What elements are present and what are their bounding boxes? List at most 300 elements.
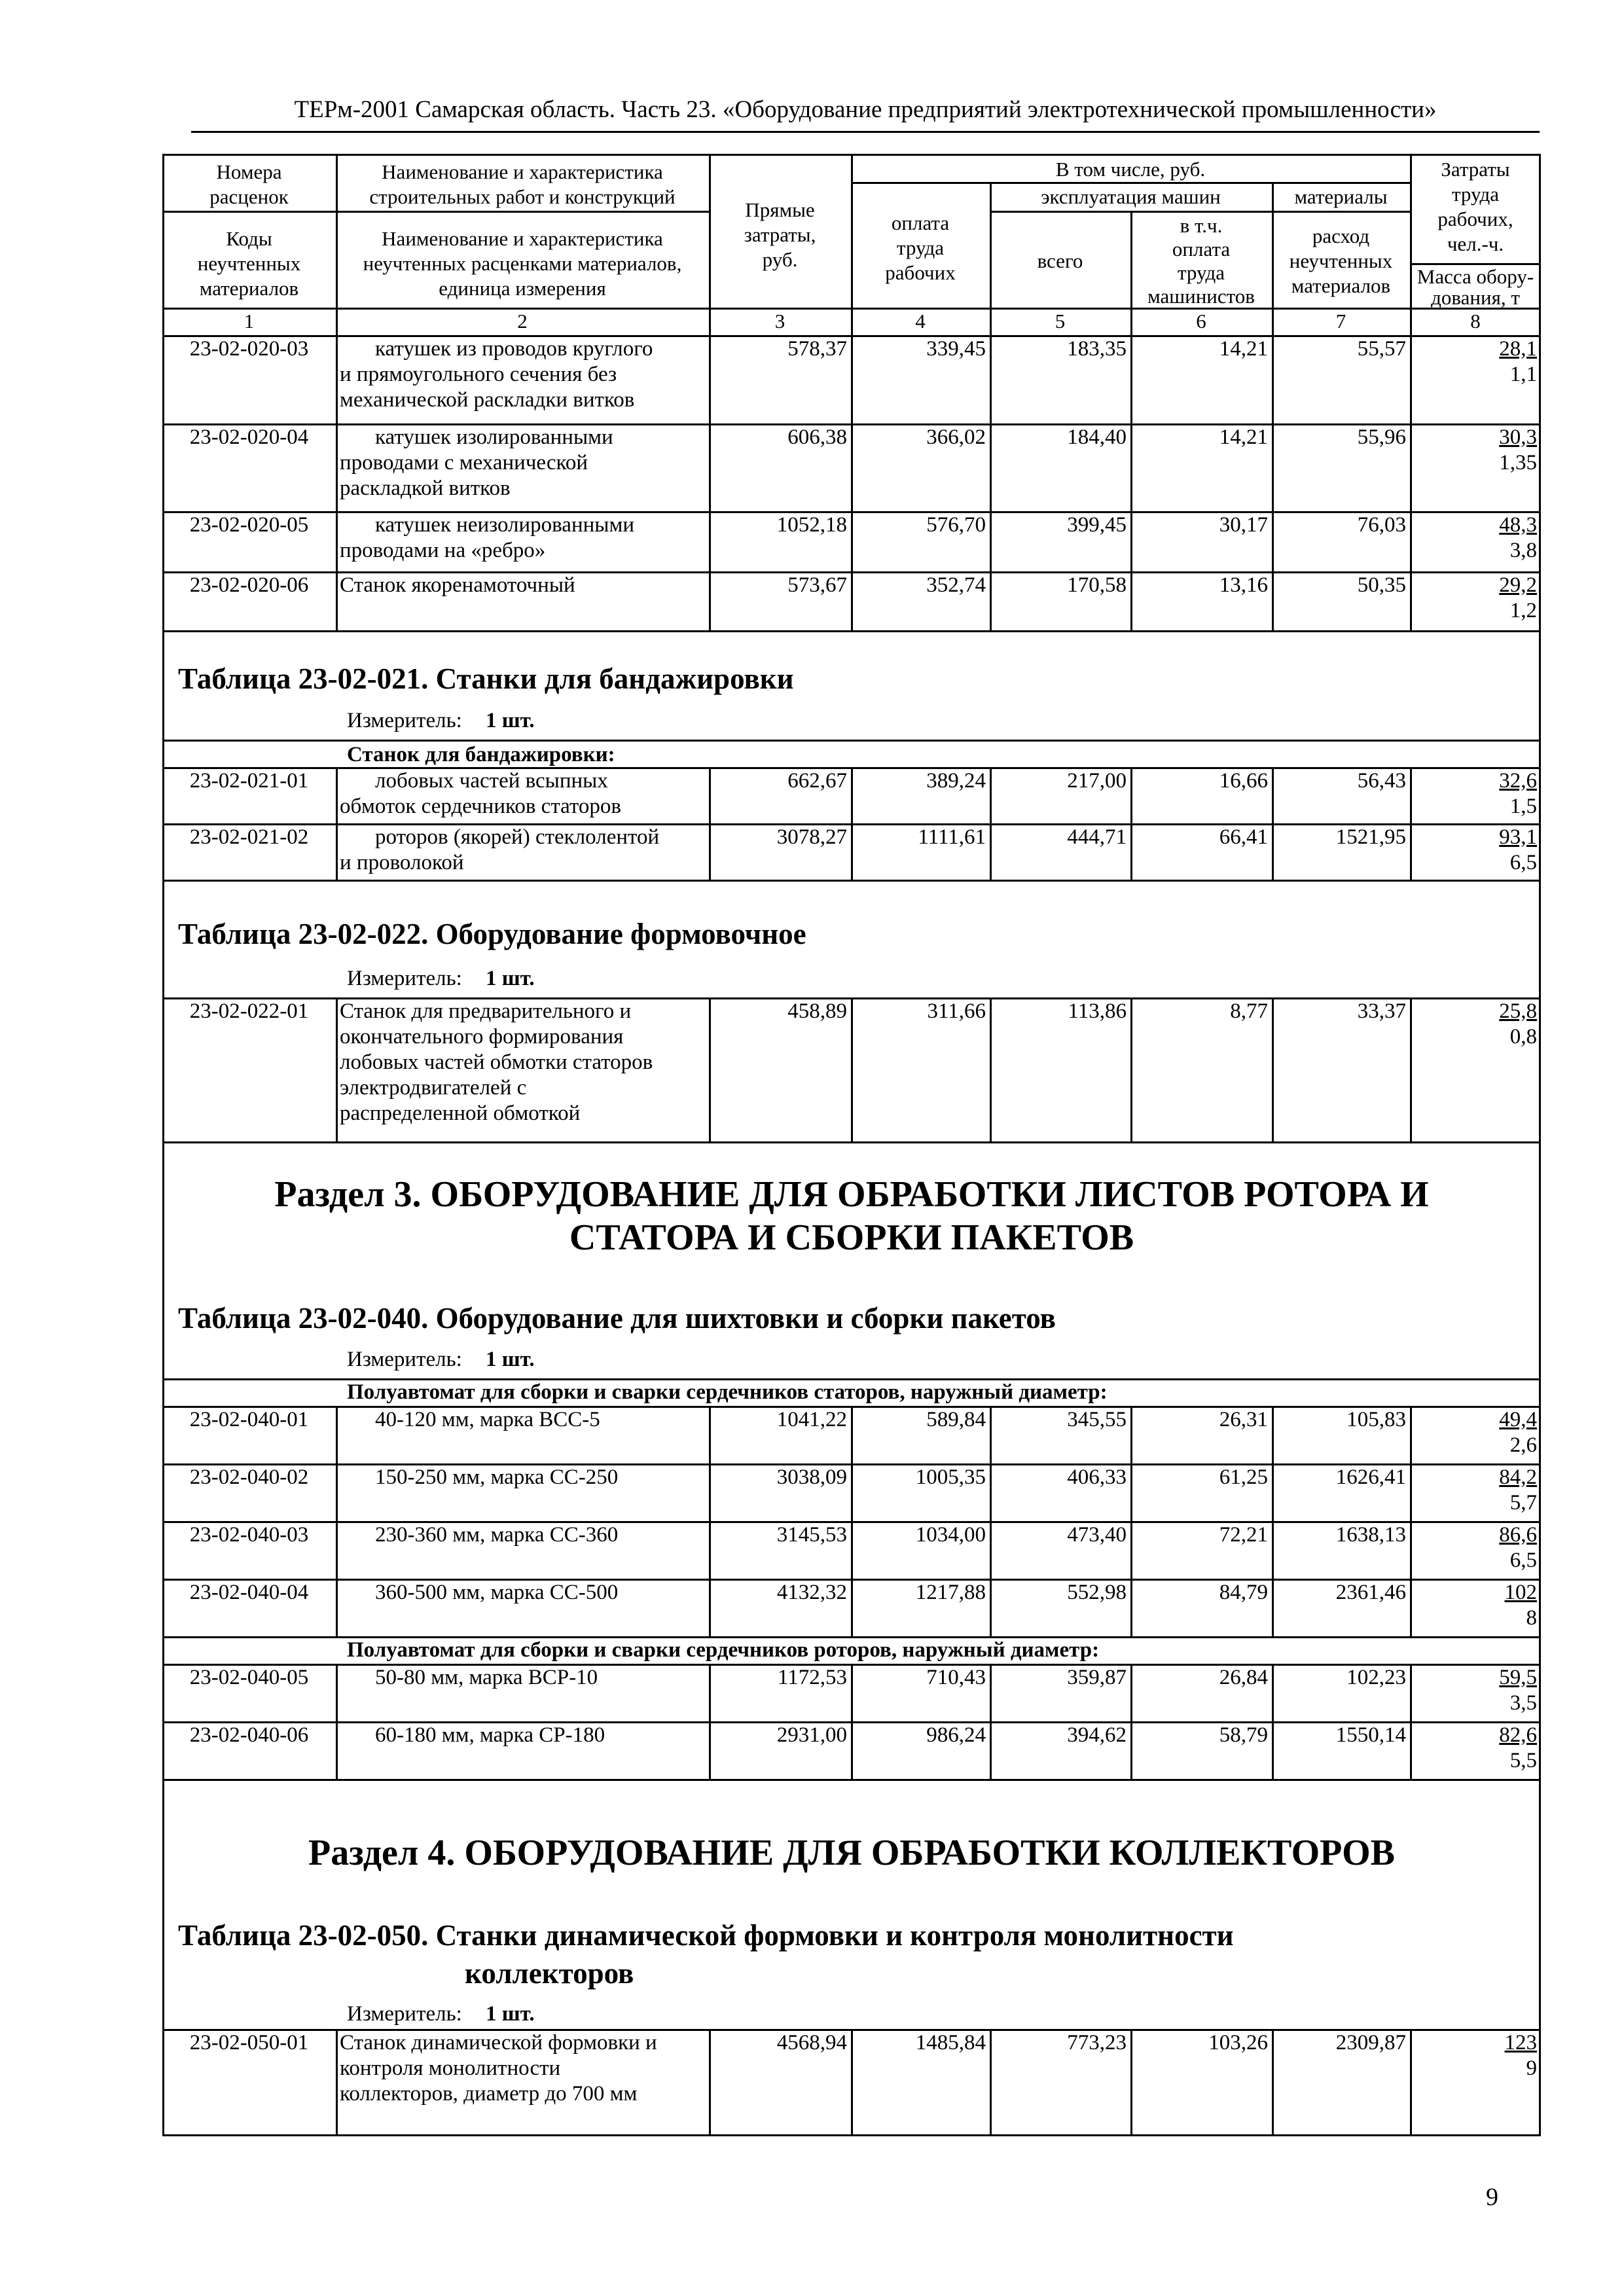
row-code: 23-02-040-02 [189,1465,309,1489]
row-code: 23-02-021-01 [189,769,309,793]
section-heading: Раздел 3. ОБОРУДОВАНИЕ ДЛЯ ОБРАБОТКИ ЛИСТОВ РОТОРА И [274,1174,1429,1215]
row-code: 23-02-021-02 [189,825,309,849]
rule [1130,823,1132,880]
rule [336,997,338,1141]
column-header-labor-hours: чел.-ч. [1447,232,1504,255]
machines-total-value: 345,55 [1067,1408,1127,1431]
rule [709,1579,711,1636]
equipment-mass-value: 2,6 [1509,1433,1537,1457]
labor-pay-value: 589,84 [926,1408,986,1431]
labor-pay-value: 311,66 [927,999,986,1023]
rule [336,1579,338,1636]
machines-total-value: 552,98 [1067,1581,1127,1604]
labor-pay-value: 1034,00 [915,1523,986,1547]
rule [1410,823,1412,880]
rule [851,423,853,511]
row-name: контроля монолитности [340,2056,561,2080]
labor-hours-value: 82,6 [1499,1723,1537,1747]
row-name: окончательного формирования [340,1025,624,1049]
column-number: 8 [1470,310,1481,332]
measurement-value: 1 шт. [486,1348,535,1371]
column-header-name: единица измерения [439,277,606,300]
column-header-codes: Номера [216,160,282,183]
column-number: 1 [244,310,255,332]
materials-value: 76,03 [1357,513,1406,537]
labor-pay-value: 986,24 [926,1723,986,1747]
operator-pay-value: 26,31 [1219,1408,1268,1431]
materials-value: 55,96 [1357,425,1406,449]
row-code: 23-02-022-01 [189,999,309,1023]
rule [851,1664,853,1721]
row-name: лобовых частей всыпных [375,769,608,793]
rule [336,1521,338,1579]
labor-hours-value: 49,4 [1499,1408,1537,1431]
column-header-equipment-mass: Масса обору- [1416,265,1534,288]
row-name: Станок для предварительного и [340,999,632,1023]
equipment-mass-value: 5,7 [1509,1491,1537,1515]
equipment-mass-value: 6,5 [1509,851,1537,874]
rule [1272,997,1274,1141]
rule [990,1406,992,1463]
labor-hours-value: 28,1 [1499,337,1537,361]
machines-total-value: 184,40 [1067,425,1127,449]
operator-pay-value: 14,21 [1219,337,1268,361]
row-name: лобовых частей обмотки статоров [340,1050,653,1074]
row-name: катушек из проводов круглого [375,337,653,361]
operator-pay-value: 66,41 [1219,825,1268,849]
operator-pay-value: 16,66 [1219,769,1268,793]
rule [1130,1664,1132,1721]
row-code: 23-02-020-05 [189,513,309,537]
row-name: роторов (якорей) стеклолентой [375,825,660,849]
rule [1272,511,1274,571]
measurement-value: 1 шт. [486,967,535,990]
labor-hours-value: 25,8 [1499,999,1537,1023]
rule [1272,335,1274,423]
row-name: 360-500 мм, марка СС-500 [375,1581,619,1604]
table-title: Таблица 23-02-050. Станки динамической формовки и контроля монолитности [178,1919,1234,1952]
row-name: 150-250 мм, марка СС-250 [375,1465,619,1489]
materials-value: 2361,46 [1335,1581,1406,1604]
column-header-codes: материалов [199,277,299,300]
operator-pay-value: 13,16 [1219,573,1268,597]
rule [709,1463,711,1521]
column-header-labor-pay: рабочих [885,261,956,284]
rule [162,1779,1541,1781]
rule [851,571,853,630]
labor-hours-value: 102 [1504,1581,1537,1604]
column-number: 5 [1055,310,1066,332]
machines-total-value: 113,86 [1068,999,1127,1023]
measurement-value: 1 шт. [486,709,535,732]
rule [990,571,992,630]
rule [990,1521,992,1579]
materials-value: 102,23 [1346,1666,1406,1689]
rule [709,1521,711,1579]
direct-costs-value: 4132,32 [776,1581,847,1604]
labor-pay-value: 1217,88 [915,1581,986,1604]
rule [1272,1406,1274,1463]
row-code: 23-02-040-05 [189,1666,309,1689]
rule [990,1664,992,1721]
direct-costs-value: 2931,00 [776,1723,847,1747]
rule [1130,1521,1132,1579]
rule [1410,2029,1412,2134]
rule [1130,1579,1132,1636]
section-heading: Раздел 4. ОБОРУДОВАНИЕ ДЛЯ ОБРАБОТКИ КОЛЛЕКТОРОВ [308,1833,1395,1873]
rule [851,1721,853,1779]
machines-total-value: 773,23 [1067,2031,1127,2054]
row-name: обмоток сердечников статоров [340,795,621,818]
equipment-mass-value: 8 [1526,1606,1537,1630]
equipment-mass-value: 3,5 [1509,1691,1537,1715]
rule [851,182,1410,184]
column-header-including: В том числе, руб. [1055,158,1206,181]
equipment-mass-value: 6,5 [1509,1549,1537,1572]
rule [990,211,1410,213]
labor-pay-value: 352,74 [926,573,986,597]
row-name: Станок динамической формовки и [340,2031,657,2054]
direct-costs-value: 573,67 [787,573,847,597]
row-name: коллекторов, диаметр до 700 мм [340,2082,638,2106]
group-heading: Станок для бандажировки: [347,743,615,766]
column-number: 6 [1196,310,1206,332]
labor-hours-value: 48,3 [1499,513,1537,537]
column-header-direct-costs: затраты, [744,223,816,246]
rule [1130,1721,1132,1779]
column-header-machines: эксплуатация машин [1041,185,1221,208]
materials-value: 56,43 [1357,769,1406,793]
direct-costs-value: 578,37 [787,337,847,361]
materials-value: 50,35 [1357,573,1406,597]
rule [1130,2029,1132,2134]
measurement-label: Измеритель: [347,1348,462,1371]
rule [1130,335,1132,423]
rule [336,571,338,630]
rule [336,1664,338,1721]
equipment-mass-value: 9 [1526,2056,1537,2080]
operator-pay-value: 84,79 [1219,1581,1268,1604]
labor-hours-value: 30,3 [1499,425,1537,449]
table-title: Таблица 23-02-040. Оборудование для шихтовки и сборки пакетов [178,1302,1056,1335]
labor-hours-value: 84,2 [1499,1465,1537,1489]
row-code: 23-02-040-03 [189,1523,309,1547]
direct-costs-value: 3145,53 [776,1523,847,1547]
machines-total-value: 444,71 [1067,825,1127,849]
rule [1272,2029,1274,2134]
rule [336,1406,338,1463]
materials-value: 55,57 [1357,337,1406,361]
column-header-machines-total: всего [1037,249,1083,272]
rule [851,1521,853,1579]
rule [1410,571,1412,630]
equipment-mass-value: 1,5 [1509,795,1537,818]
rule [162,630,1541,632]
rule [1272,571,1274,630]
rule [709,767,711,823]
labor-hours-value: 29,2 [1499,573,1537,597]
column-header-name: неучтенных расценками материалов, [363,252,682,275]
rule [1410,1406,1412,1463]
materials-value: 33,37 [1357,999,1406,1023]
rule [1410,1579,1412,1636]
group-heading: Полуавтомат для сборки и сварки сердечников роторов, наружный диаметр: [347,1638,1100,1662]
table-title: Таблица 23-02-022. Оборудование формовочное [178,918,806,950]
direct-costs-value: 4568,94 [776,2031,847,2054]
rule [709,335,711,423]
measurement-label: Измеритель: [347,967,462,990]
row-name: и прямоугольного сечения без [340,363,617,386]
labor-pay-value: 576,70 [926,513,986,537]
operator-pay-value: 26,84 [1219,1666,1268,1689]
rule [851,1463,853,1521]
rule [1130,997,1132,1141]
rule [851,1406,853,1463]
rule [162,880,1541,882]
direct-costs-value: 1052,18 [776,513,847,537]
column-header-codes: расценок [209,185,289,208]
rule [851,823,853,880]
row-code: 23-02-040-04 [189,1581,309,1604]
rule [990,335,992,423]
row-name: 60-180 мм, марка СР-180 [375,1723,605,1747]
operator-pay-value: 61,25 [1219,1465,1268,1489]
rule [162,2134,1541,2136]
rule [1410,423,1412,511]
materials-value: 1521,95 [1335,825,1406,849]
column-header-materials: материалы [1294,185,1388,208]
rule [1410,997,1412,1141]
row-name: проводами на «ребро» [340,539,546,562]
rule [709,511,711,571]
measurement-value: 1 шт. [486,2002,535,2026]
column-header-direct-costs: руб. [762,248,798,271]
rule [990,1721,992,1779]
machines-total-value: 399,45 [1067,513,1127,537]
column-header-operator-pay: в т.ч. [1180,214,1223,237]
column-header-operator-pay: труда [1177,261,1225,284]
labor-pay-value: 1005,35 [915,1465,986,1489]
rule [709,1721,711,1779]
labor-pay-value: 339,45 [926,337,986,361]
rule [336,1463,338,1521]
row-code: 23-02-040-01 [189,1408,309,1431]
labor-pay-value: 1485,84 [915,2031,986,2054]
rule [162,1141,1541,1143]
operator-pay-value: 8,77 [1230,999,1268,1023]
column-header-labor-pay: труда [896,236,945,259]
labor-pay-value: 710,43 [926,1666,986,1689]
rule [990,511,992,571]
rule [709,823,711,880]
machines-total-value: 359,87 [1067,1666,1127,1689]
measurement-label: Измеритель: [347,709,462,732]
labor-hours-value: 59,5 [1499,1666,1537,1689]
direct-costs-value: 1041,22 [776,1408,847,1431]
section-heading: СТАТОРА И СБОРКИ ПАКЕТОВ [569,1217,1134,1258]
rule [1272,767,1274,823]
rule [1272,423,1274,511]
column-header-labor-hours: труда [1451,183,1500,206]
direct-costs-value: 3038,09 [776,1465,847,1489]
rule [851,511,853,571]
labor-pay-value: 1111,61 [918,825,986,849]
rule [709,423,711,511]
equipment-mass-value: 0,8 [1509,1025,1537,1049]
rule [336,823,338,880]
direct-costs-value: 662,67 [787,769,847,793]
rule [990,767,992,823]
row-name: 40-120 мм, марка ВСС-5 [375,1408,600,1431]
materials-value: 1626,41 [1335,1465,1406,1489]
column-header-labor-hours: рабочих, [1437,207,1513,230]
row-name: катушек неизолированными [375,513,634,537]
rule [336,335,338,423]
rule [990,823,992,880]
column-number: 4 [915,310,926,332]
rule [709,2029,711,2134]
equipment-mass-value: 5,5 [1509,1749,1537,1772]
rule [1130,511,1132,571]
table-title: Таблица 23-02-021. Станки для бандажировки [178,662,794,695]
materials-value: 105,83 [1346,1408,1406,1431]
rule [336,1721,338,1779]
machines-total-value: 394,62 [1067,1723,1127,1747]
column-header-direct-costs: Прямые [745,198,815,221]
equipment-mass-value: 1,2 [1509,599,1537,622]
column-header-operator-pay: оплата [1172,238,1231,260]
page-header: ТЕРм-2001 Самарская область. Часть 23. «Оборудование предприятий электротехнической промышленности» [191,92,1540,133]
column-header-unaccounted-materials: неучтенных [1289,249,1393,272]
rule [336,767,338,823]
machines-total-value: 217,00 [1067,769,1127,793]
rule [709,1664,711,1721]
rule [1410,335,1412,423]
row-name: раскладкой витков [340,476,511,500]
operator-pay-value: 30,17 [1219,513,1268,537]
labor-hours-value: 86,6 [1499,1523,1537,1547]
rule [336,423,338,511]
machines-total-value: 406,33 [1067,1465,1127,1489]
row-code: 23-02-020-04 [189,425,309,449]
rule [1410,1664,1412,1721]
row-name: 230-360 мм, марка СС-360 [375,1523,619,1547]
rule [1272,1521,1274,1579]
column-header-codes: Коды [226,227,272,250]
column-header-name: строительных работ и конструкций [369,185,676,208]
operator-pay-value: 72,21 [1219,1523,1268,1547]
row-code: 23-02-050-01 [189,2031,309,2054]
materials-value: 2309,87 [1335,2031,1406,2054]
rule [851,335,853,423]
column-header-unaccounted-materials: материалов [1291,274,1391,297]
row-name: электродвигателей с [340,1076,527,1100]
machines-total-value: 473,40 [1067,1523,1127,1547]
rule [1130,571,1132,630]
labor-hours-value: 32,6 [1499,769,1537,793]
rule [1130,1463,1132,1521]
column-number: 7 [1335,310,1346,332]
rule [1272,823,1274,880]
column-header-name: Наименование и характеристика [382,160,663,183]
rule [990,1463,992,1521]
column-number: 3 [774,310,785,332]
direct-costs-value: 1172,53 [777,1666,847,1689]
machines-total-value: 170,58 [1067,573,1127,597]
column-header-codes: неучтенных [197,252,301,275]
rule [851,1579,853,1636]
measurement-label: Измеритель: [347,2002,462,2026]
operator-pay-value: 14,21 [1219,425,1268,449]
row-name: 50-80 мм, марка ВСР-10 [375,1666,598,1689]
direct-costs-value: 458,89 [787,999,847,1023]
rule [851,997,853,1141]
rule [709,571,711,630]
rule [1272,1721,1274,1779]
operator-pay-value: 103,26 [1208,2031,1268,2054]
rule [162,211,709,213]
row-name: Станок якоренамоточный [340,573,575,597]
rule [990,997,992,1141]
equipment-mass-value: 3,8 [1509,539,1537,562]
rule [851,2029,853,2134]
rule [709,1406,711,1463]
group-heading: Полуавтомат для сборки и сварки сердечников статоров, наружный диаметр: [347,1380,1108,1404]
column-header-operator-pay: машинистов [1147,285,1255,308]
rule [990,2029,992,2134]
rule [1272,1664,1274,1721]
rule [990,423,992,511]
rule [162,740,1541,742]
rule [1272,1579,1274,1636]
row-name: механической раскладки витков [340,388,635,412]
rule [336,2029,338,2134]
row-name: распределенной обмоткой [340,1102,581,1125]
row-name: проводами с механической [340,451,588,475]
rule [1130,1406,1132,1463]
materials-value: 1638,13 [1335,1523,1406,1547]
labor-hours-value: 93,1 [1499,825,1537,849]
operator-pay-value: 58,79 [1219,1723,1268,1747]
equipment-mass-value: 1,35 [1499,451,1537,475]
rule [1410,767,1412,823]
equipment-mass-value: 1,1 [1509,363,1537,386]
column-header-unaccounted-materials: расход [1312,224,1370,247]
column-header-equipment-mass: дования, т [1431,286,1520,309]
direct-costs-value: 606,38 [787,425,847,449]
rule [1130,423,1132,511]
materials-value: 1550,14 [1335,1723,1406,1747]
rule [336,511,338,571]
rule [990,1579,992,1636]
column-header-name: Наименование и характеристика [382,227,663,250]
rule [851,767,853,823]
column-header-labor-pay: оплата [891,211,950,234]
page-number: 9 [1486,2183,1498,2211]
rule [1272,1463,1274,1521]
row-code: 23-02-020-03 [189,337,309,361]
labor-hours-value: 123 [1504,2031,1537,2054]
rule [1410,511,1412,571]
column-number: 2 [517,310,528,332]
table-title: коллекторов [465,1957,634,1990]
rule [1130,767,1132,823]
row-code: 23-02-020-06 [189,573,309,597]
labor-pay-value: 366,02 [926,425,986,449]
machines-total-value: 183,35 [1067,337,1127,361]
rule [1410,1463,1412,1521]
labor-pay-value: 389,24 [926,769,986,793]
